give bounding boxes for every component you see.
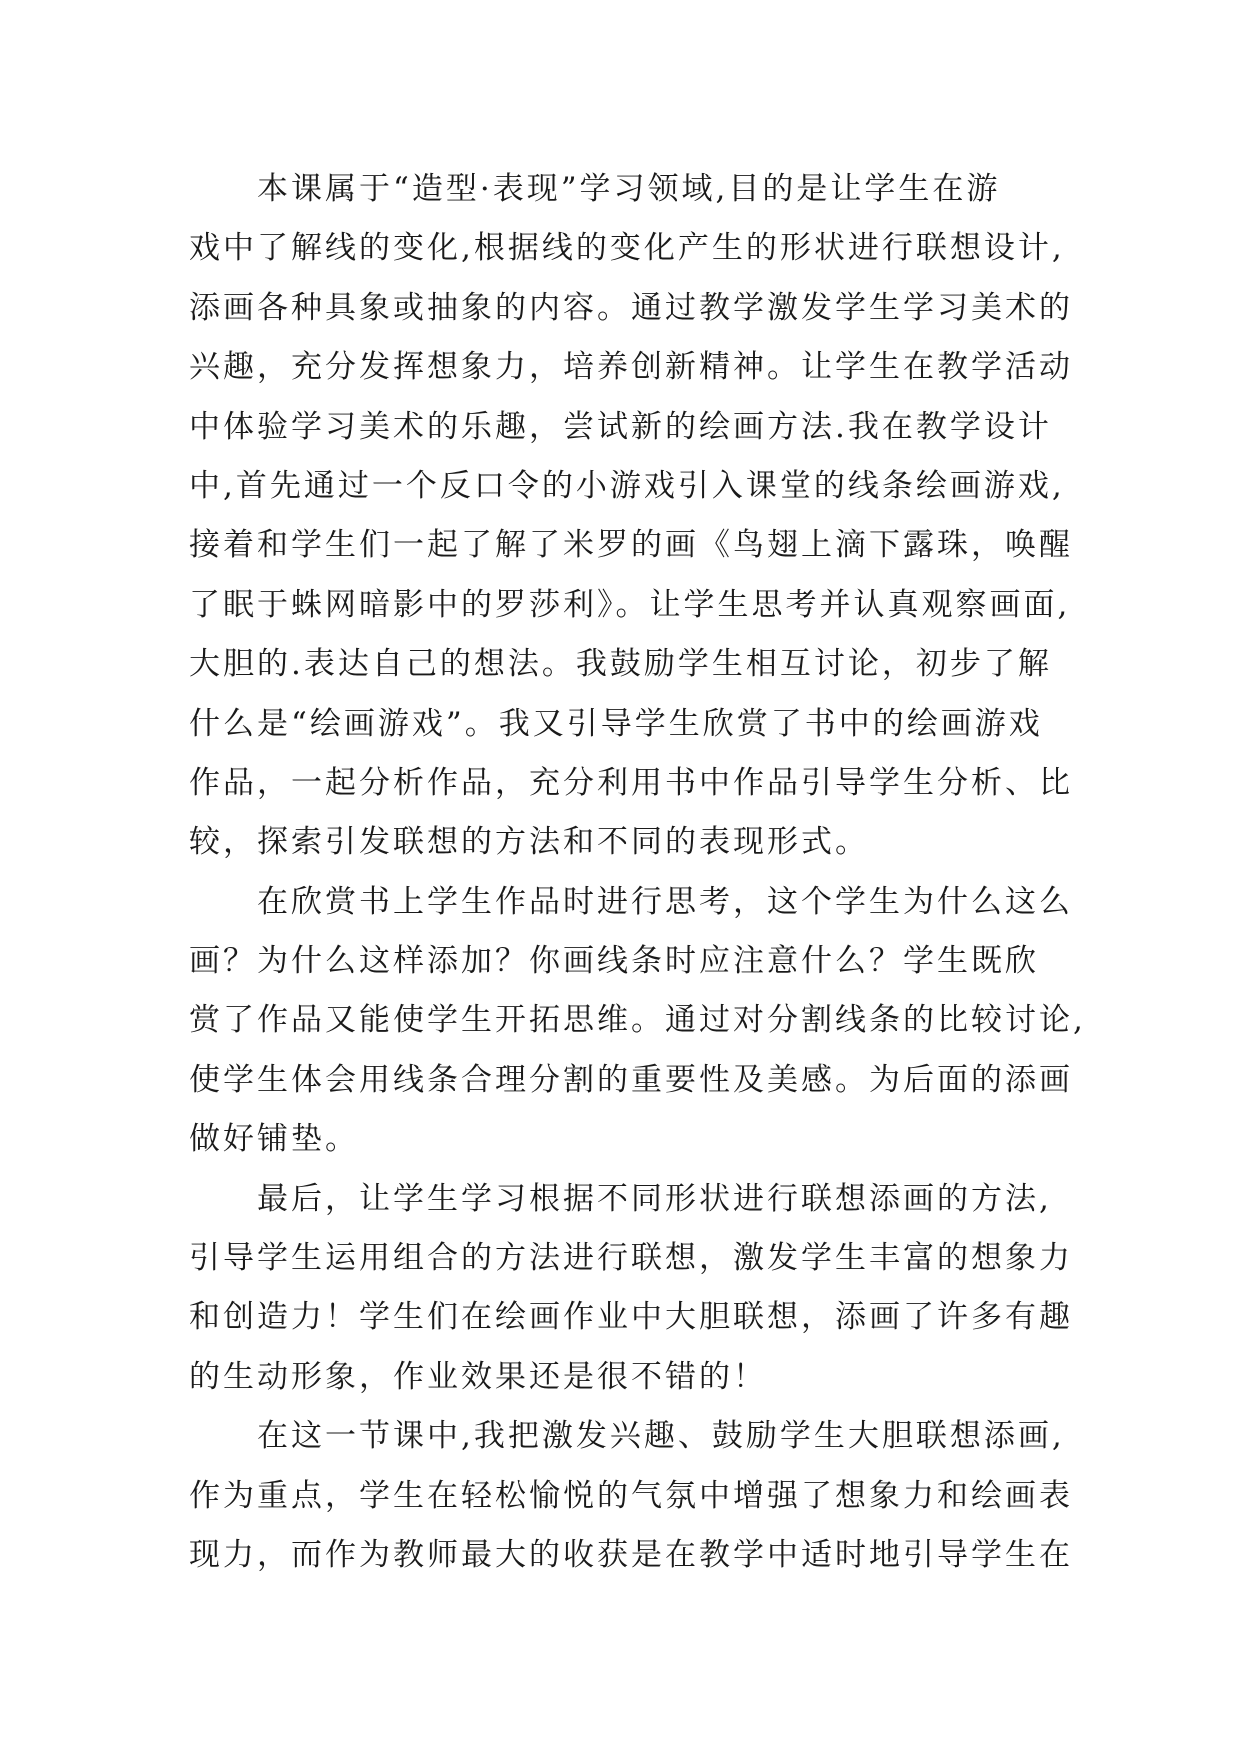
- text-line: 使学生体会用线条合理分割的重要性及美感。为后面的添画: [189, 1061, 1073, 1098]
- text-line: 的生动形象，作业效果还是很不错的！: [189, 1358, 767, 1395]
- text-line: 在欣赏书上学生作品时进行思考，这个学生为什么这么: [257, 883, 1073, 920]
- text-line: 最后，让学生学习根据不同形状进行联想添画的方法,: [257, 1180, 1052, 1217]
- text-line: 和创造力！学生们在绘画作业中大胆联想，添画了许多有趣: [189, 1299, 1073, 1336]
- text-line: 了眠于蛛网暗影中的罗莎利》。让学生思考并认真观察画面,: [189, 586, 1071, 623]
- text-line: 做好铺垫。: [189, 1121, 359, 1158]
- text-line: 本课属于“造型·表现”学习领域,目的是让学生在游: [257, 171, 1001, 207]
- text-line: 大胆的.表达自己的想法。我鼓励学生相互讨论，初步了解: [189, 646, 1052, 683]
- text-line: 中,首先通过一个反口令的小游戏引入课堂的线条绘画游戏,: [189, 467, 1065, 504]
- text-line: 较，探索引发联想的方法和不同的表现形式。: [189, 824, 869, 861]
- text-line: 作品，一起分析作品，充分利用书中作品引导学生分析、比: [189, 764, 1073, 801]
- text-line: 添画各种具象或抽象的内容。通过教学激发学生学习美术的: [189, 289, 1073, 326]
- text-line: 中体验学习美术的乐趣，尝试新的绘画方法.我在教学设计: [189, 408, 1052, 445]
- text-line: 引导学生运用组合的方法进行联想，激发学生丰富的想象力: [189, 1240, 1073, 1277]
- text-line: 作为重点，学生在轻松愉悦的气氛中增强了想象力和绘画表: [189, 1477, 1073, 1514]
- text-line: 什么是“绘画游戏”。我又引导学生欣赏了书中的绘画游戏: [189, 705, 1043, 742]
- text-line: 戏中了解线的变化,根据线的变化产生的形状进行联想设计,: [189, 230, 1065, 267]
- document-body: [189, 160, 1086, 1585]
- text-line: 赏了作品又能使学生开拓思维。通过对分割线条的比较讨论,: [189, 1002, 1086, 1039]
- text-line: 在这一节课中,我把激发兴趣、鼓励学生大胆联想添画,: [257, 1418, 1065, 1455]
- text-line: 兴趣，充分发挥想象力，培养创新精神。让学生在教学活动: [189, 349, 1073, 386]
- text-line: 接着和学生们一起了解了米罗的画《鸟翅上滴下露珠，唤醒: [189, 527, 1073, 564]
- text-line: 画？为什么这样添加？你画线条时应注意什么？学生既欣: [189, 943, 1039, 980]
- text-line: 现力，而作为教师最大的收获是在教学中适时地引导学生在: [189, 1536, 1073, 1573]
